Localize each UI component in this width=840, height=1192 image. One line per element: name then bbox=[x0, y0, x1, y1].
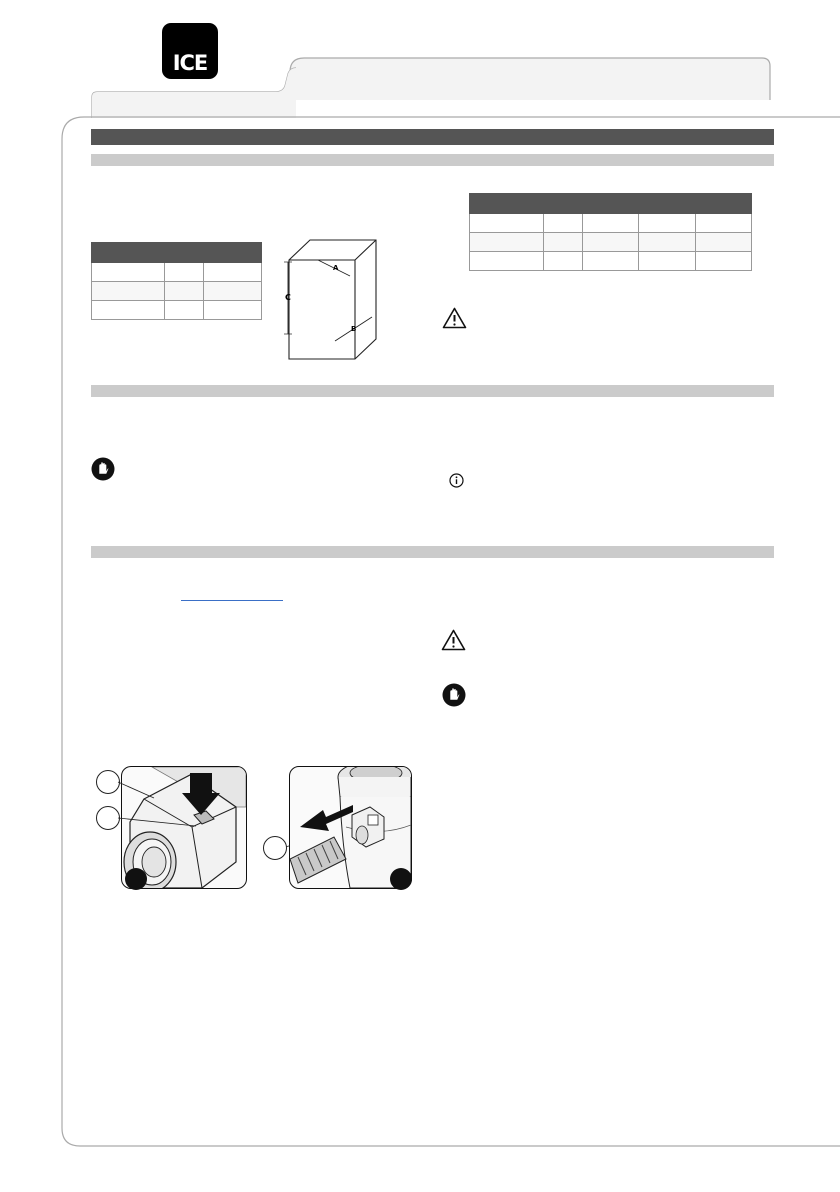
svg-text:A: A bbox=[333, 264, 339, 272]
svg-text:B: B bbox=[351, 325, 357, 333]
callout-marker bbox=[263, 836, 287, 860]
corner-marker bbox=[125, 868, 147, 890]
corner-marker bbox=[390, 868, 412, 890]
logo-text: ICE bbox=[172, 51, 208, 75]
svg-text:C: C bbox=[285, 293, 291, 302]
